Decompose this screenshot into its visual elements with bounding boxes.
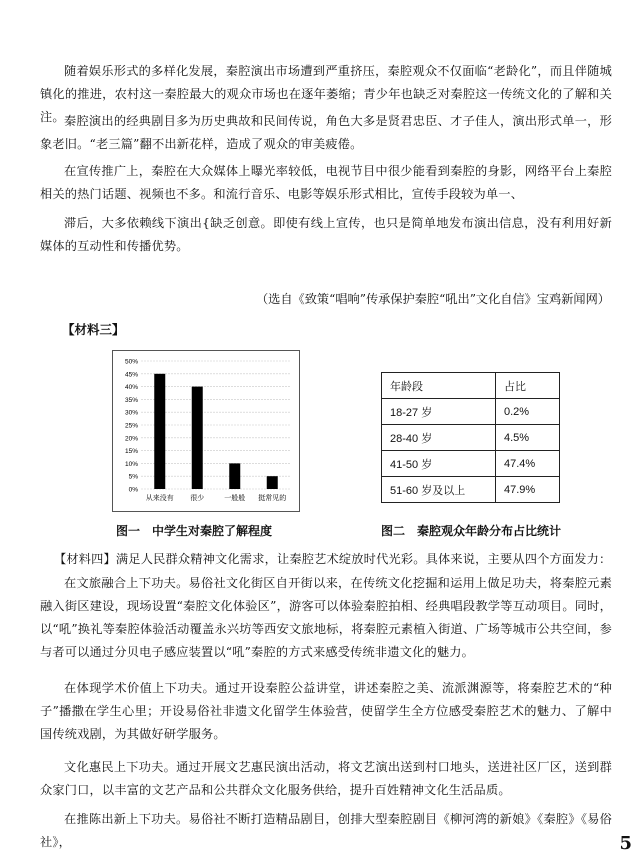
figure1-caption: 图一 中学生对秦腔了解程度	[116, 524, 273, 538]
bar-chart	[112, 350, 300, 512]
page-number: 5	[619, 833, 632, 854]
material4-paragraph: 【材料四】满足人民群众精神文化需求，让秦腔艺术绽放时代光彩。具体来说，主要从四个方面发力：	[54, 552, 612, 566]
y-tick-label: 30%	[124, 409, 138, 417]
table-cell: 18-27 岁	[382, 399, 496, 425]
paragraph-8: 在推陈出新上下功夫。易俗社不断打造精品剧目，创排大型秦腔剧目《柳河湾的新娘》《秦腔》《易俗社》，	[40, 812, 612, 849]
table-row	[382, 477, 560, 503]
y-tick-label: 45%	[124, 371, 138, 379]
x-category-label: 一般般	[224, 494, 246, 502]
table-header-cell: 占比	[496, 373, 560, 399]
table-cell: 47.4%	[496, 451, 560, 477]
source-citation: （选自《致策“唱响”传承保护秦腔“吼出”文化自信》宝鸡新闻网）	[256, 292, 610, 306]
bar	[192, 387, 203, 489]
table-cell: 47.9%	[496, 477, 560, 503]
bar	[267, 476, 278, 489]
table-row	[382, 399, 560, 425]
x-category-label: 挺常见的	[258, 494, 287, 502]
paragraph-2: 秦腔演出的经典剧目多为历史典故和民间传说，角色大多是贤君忠臣、才子佳人，演出形式单一，形象老旧。“老三篇”翻不出新花样，造成了观众的审美疲倦。	[40, 114, 612, 151]
material3-label: 【材料三】	[62, 322, 125, 337]
x-category-label: 从来没有	[145, 494, 174, 502]
age-distribution-table	[381, 372, 560, 503]
y-tick-label: 15%	[124, 448, 138, 456]
table-cell: 41-50 岁	[382, 451, 496, 477]
table-header-cell: 年龄段	[382, 373, 496, 399]
bar-chart-svg	[113, 351, 299, 511]
y-tick-label: 20%	[124, 435, 138, 443]
table-cell: 0.2%	[496, 399, 560, 425]
y-tick-label: 35%	[124, 396, 138, 404]
y-tick-label: 5%	[128, 473, 138, 481]
y-tick-label: 10%	[124, 460, 138, 468]
paragraph-6: 在体现学术价值上下功夫。通过开设秦腔公益讲堂，讲述秦腔之美、流派渊源等，将秦腔艺术的“种子”播撒在学生心里；开设易俗社非遗文化留学生体验营，使留学生全方位感受秦腔艺术的魅力、了解中国传统戏剧，为其做好研学服务。	[40, 681, 612, 741]
table-row	[382, 425, 560, 451]
table-header-row	[382, 373, 560, 399]
paragraph-1: 随着娱乐形式的多样化发展，秦腔演出市场遭到严重挤压，秦腔观众不仅面临“老龄化”，而且伴随城镇化的推进，农村这一秦腔最大的观众市场也在逐年萎缩；青少年也缺乏对秦腔这一传统文化的了解和关注。	[40, 64, 612, 124]
paragraph-3: 在宣传推广上，秦腔在大众媒体上曝光率较低，电视节目中很少能看到秦腔的身影，网络平台上秦腔相关的热门话题、视频也不多。和流行音乐、电影等娱乐形式相比，宣传手段较为单一、	[40, 164, 612, 201]
paragraph-5: 在文旅融合上下功夫。易俗社文化街区自开街以来，在传统文化挖掘和运用上做足功夫，将秦腔元素融入街区建设，现场设置“秦腔文化体验区”，游客可以体验秦腔拍相、经典唱段教学等互动项目。同时，以“吼”换礼等秦腔体验活动覆盖永兴坊等西安文旅地标，将秦腔元素植入街道、广场等城市公共空间，参与者可以通过分贝电子感应装置以“吼”秦腔的方式来感受传统非遗文化的魅力。	[40, 576, 612, 659]
table-row	[382, 451, 560, 477]
figure2-caption: 图二 秦腔观众年龄分布占比统计	[381, 524, 562, 538]
y-tick-label: 40%	[124, 384, 138, 392]
table-cell: 28-40 岁	[382, 425, 496, 451]
bar	[229, 463, 240, 489]
y-tick-label: 25%	[124, 422, 138, 430]
y-tick-label: 0%	[128, 486, 138, 494]
table-cell: 4.5%	[496, 425, 560, 451]
bar	[154, 374, 165, 489]
paragraph-4: 滞后，大多依赖线下演出{缺乏创意。即使有线上宣传，也只是简单地发布演出信息，没有利用好新媒体的互动性和传播优势。	[40, 216, 612, 253]
paragraph-7: 文化惠民上下功夫。通过开展文艺惠民演出活动，将文艺演出送到村口地头，送进社区厂区，送到群众家门口，以丰富的文艺产品和公共群众文化服务供给，提升百姓精神文化生活品质。	[40, 760, 612, 797]
x-category-label: 很少	[190, 494, 205, 502]
y-tick-label: 50%	[124, 358, 138, 366]
table-cell: 51-60 岁及以上	[382, 477, 496, 503]
